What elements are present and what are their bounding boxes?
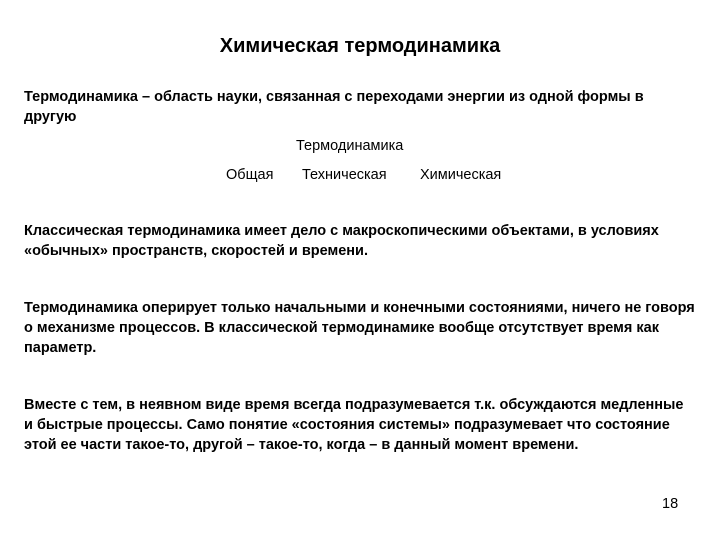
slide-title: Химическая термодинамика bbox=[219, 35, 501, 57]
page-number: 18 bbox=[662, 496, 679, 512]
diagram-branch-technical: Техническая bbox=[302, 167, 387, 183]
diagram-branch-chemical: Химическая bbox=[420, 167, 502, 183]
time-paragraph: Вместе с тем, в неявном виде время всегда подразумевается т.к. обсуждаются медленные и быстрые процессы. Само понятие «состояния системы» подразумевает что состояние этой ее части такое-то, другой – такое-то, когда – в данный момент времени. bbox=[24, 397, 684, 453]
classical-thermo-paragraph: Классическая термодинамика имеет дело с макроскопическими объектами, в условиях «обычных» пространств, скоростей и времени. bbox=[24, 223, 659, 259]
diagram-branch-general: Общая bbox=[226, 167, 274, 183]
definition-paragraph: Термодинамика – область науки, связанная с переходами энергии из одной формы в другую bbox=[24, 89, 644, 125]
diagram-root-label: Термодинамика bbox=[296, 138, 404, 154]
states-paragraph: Термодинамика оперирует только начальными и конечными состояниями, ничего не говоря о механизме процессов. В классической термодинамике вообще отсутствует время как параметр. bbox=[24, 300, 695, 356]
